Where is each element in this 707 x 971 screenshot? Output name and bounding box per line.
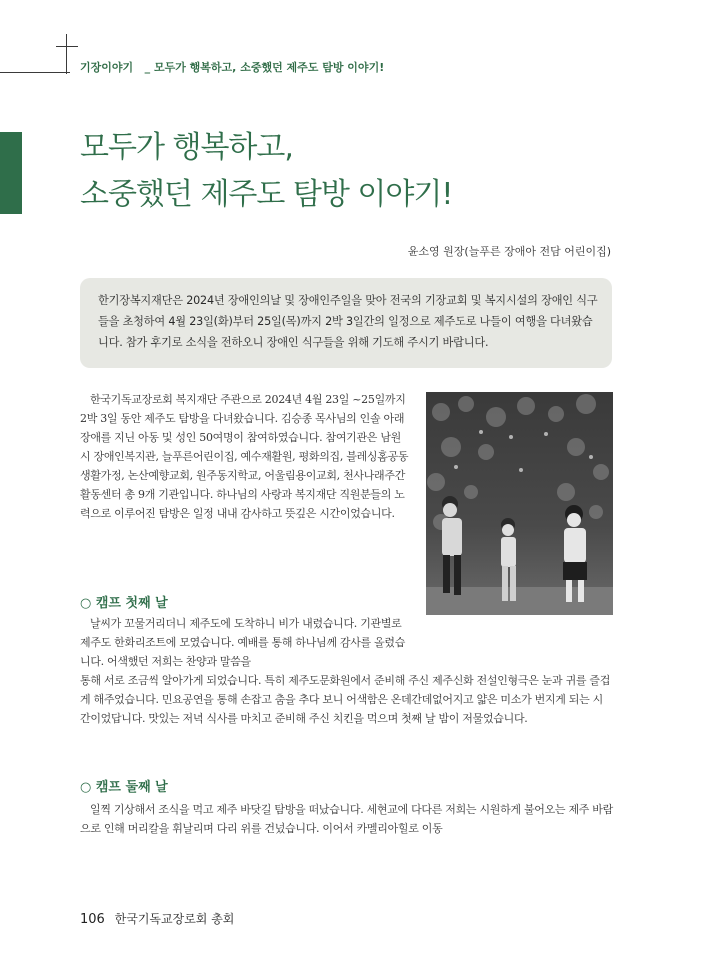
body-paragraph-2-start: 날씨가 꼬물거리더니 제주도에 도착하니 비가 내렸습니다. 기관별로 제주도 한화리조트에 모였습니다. 예배를 통해 하나님께 감사를 올렸습니다. 어색했던 저희는 찬양과 말씀을 <box>80 617 406 668</box>
publication-name: 한국기독교장로회 총회 <box>114 912 235 926</box>
header-subtitle: _ 모두가 행복하고, 소중했던 제주도 탐방 이야기! <box>144 61 385 74</box>
title-line-2: 소중했던 제주도 탐방 이야기! <box>80 177 453 212</box>
header-ornament-horizontal <box>56 46 78 47</box>
running-header <box>80 59 384 75</box>
section-heading-day2: ○ 캠프 둘째 날 <box>80 780 168 795</box>
body-paragraph-3: 일찍 기상해서 조식을 먹고 제주 바닷길 탐방을 떠났습니다. 세현교에 다다른 저희는 시원하게 불어오는 제주 바람으로 인해 머리칼을 휘날리며 다리 위를 건넜습니다. 이어서 카멜리아힐로 이동 <box>80 803 613 835</box>
header-ornament-vertical <box>66 34 67 74</box>
article-author: 윤소영 원장(늘푸른 장애아 전담 어린이집) <box>407 245 611 258</box>
page-number: 106 <box>80 912 105 927</box>
summary-box: 한기장복지재단은 2024년 장애인의날 및 장애인주일을 맞아 전국의 기장교회 및 복지시설의 장애인 식구들을 초청하여 4월 23일(화)부터 25일(목)까지 2박 3일간의 일정으로 제주도로 나들이 여행을 다녀왔습니다. 참가 후기로 소식을 전하오니 장애인 식구들을 위해 기도해 주시기 바랍니다. <box>80 278 612 368</box>
section-heading-day1: ○ 캠프 첫째 날 <box>80 596 168 611</box>
body-paragraph-2-end: 통해 서로 조금씩 알아가게 되었습니다. 특히 제주도문화원에서 준비해 주신 제주신화 전설인형극은 눈과 귀를 즐겁게 해주었습니다. 민요공연을 통해 손잡고 춤을 추다 보니 어색함은 온데간데없어지고 얇은 미소가 번지게 되는 시간이었답니다. 맛있는 저녁 식사를 마치고 준비해 주신 치킨을 먹으며 첫째 날 밤이 저물었습니다. <box>80 674 611 725</box>
body-paragraph-1: 한국기독교장로회 복지재단 주관으로 2024년 4월 23일 ~25일까지 2박 3일 동안 제주도 탐방을 다녀왔습니다. 김승종 목사님의 인솔 아래 장애를 지닌 아동 및 성인 50여명이 참여하였습니다. 참여기관은 남원시 장애인복지관, 늘푸른어린이집, 예수재활원, 평화의집, 블레싱홈공동생활가정, 논산예향교회, 원주동지학교, 어울림용이교회, 천사나래주간활동센터 총 9개 기관입니다. 하나님의 사랑과 복지재단 직원분들의 노력으로 이루어진 탐방은 일정 내내 감사하고 뜻깊은 시간이었습니다. <box>80 393 409 520</box>
side-accent-bar <box>0 132 22 214</box>
header-rule <box>0 72 70 73</box>
article-title <box>80 124 452 218</box>
page-footer <box>80 910 234 927</box>
title-line-1: 모두가 행복하고, <box>80 130 293 165</box>
group-photo <box>426 392 613 615</box>
header-section: 기장이야기 <box>80 61 134 74</box>
